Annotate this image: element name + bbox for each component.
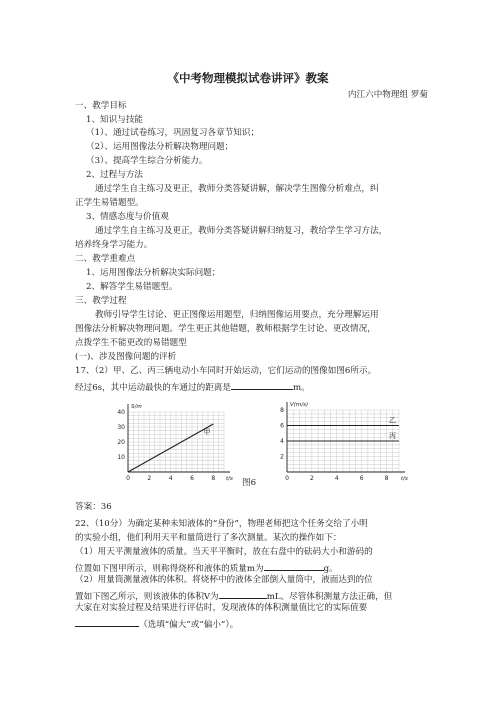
y-tick-label: 4: [280, 438, 284, 445]
body-line: 培养终身学习能力。: [75, 240, 153, 250]
question-22-line: （选填“偏大”或“偏小”）。: [75, 617, 238, 631]
evaluation-answer-blank: [75, 617, 139, 627]
answer-line: 答案：36: [75, 502, 112, 512]
x-tick-label: 4: [334, 475, 339, 482]
author-line: 内江六中物理组 罗菊: [347, 90, 428, 100]
section-heading: 二、教学重难点: [75, 254, 136, 264]
subheading: 1、知识与技能: [86, 115, 144, 125]
subheading: 3、情感态度与价值观: [86, 212, 169, 222]
document-title: 《中考物理模拟试卷讲评》教案: [167, 71, 329, 85]
volume-answer-blank: [219, 589, 267, 599]
body-line: （2）、运用图像法分析解决物理问题；: [86, 142, 234, 152]
body-line: 2、解答学生易错题型。: [86, 282, 178, 292]
y-tick-label: 30: [117, 424, 125, 431]
series-label: 甲: [203, 428, 211, 436]
x-axis-label: t/s: [401, 476, 408, 482]
body-line: （3）、提高学生综合分析能力。: [86, 156, 208, 166]
body-line: 通过学生自主练习及更正，教师分类答疑讲解，解决学生图像分析难点，纠: [95, 184, 379, 194]
series-label: 丙: [389, 432, 396, 440]
body-line: 图像法分析解决物理问题。学生更正其他错题，教师根据学生讨论、更改情况，: [75, 324, 376, 334]
y-tick-label: 20: [117, 439, 125, 446]
velocity-time-chart: [265, 394, 415, 484]
x-tick-label: 4: [168, 475, 173, 482]
answer-blank: [231, 380, 293, 390]
subheading: 2、过程与方法: [86, 170, 144, 180]
y-tick-label: 8: [280, 407, 284, 414]
y-axis-label: S/m: [131, 404, 142, 410]
body-line: （1）、通过试卷练习，巩固复习各章节知识；: [86, 128, 260, 138]
question-22-line: （1）用天平测量液体的质量。当天平平衡时，放在右盘中的砝码大小和游码的: [75, 547, 373, 557]
x-tick-label: 0: [126, 475, 130, 482]
question-22-line: 的实验小组，他们利用天平和量筒进行了多次测量。某次的操作如下：: [75, 533, 342, 543]
x-axis-label: t/s: [226, 476, 233, 482]
question-22-line: 置如下图乙所示，则该液体的体积V为 mL。尽管体积测量方法正确，但: [75, 589, 392, 603]
x-tick-label: 0: [285, 475, 289, 482]
question-22-line: （2）用量筒测量液体的体积。将烧杯中的液体全部倒入量筒中，液面达到的位: [75, 575, 373, 585]
x-tick-label: 2: [309, 475, 314, 482]
y-axis-label: V(m/s): [290, 402, 309, 408]
distance-time-chart: [104, 394, 244, 484]
y-tick-label: 2: [280, 453, 284, 461]
figure-caption: 图6: [242, 478, 257, 488]
x-tick-label: 8: [384, 475, 389, 482]
question-22-line: 22、（10分）为确定某种未知液体的“身份”，物理老师把这个任务交给了小明: [75, 519, 368, 529]
section-heading: 一、教学目标: [75, 101, 127, 111]
series-label: 乙: [389, 416, 396, 425]
body-line: 1、运用图像法分析解决实际问题；: [86, 268, 221, 278]
question-22-line: 大家在对实验过程及结果进行评估时，发现液体的体积测量值比它的实际值要: [75, 603, 368, 613]
question-17-line: 经过6s，其中运动最快的车通过的距离是 m。: [75, 380, 310, 394]
subsection-heading: (一)、涉及图像问题的评析: [75, 352, 177, 362]
x-tick-label: 6: [359, 475, 364, 482]
y-tick-label: 40: [117, 409, 125, 416]
question-22-line: 位置如下图甲所示，则称得烧杯和液体的质量m为 g。: [75, 561, 338, 575]
x-tick-label: 2: [147, 475, 152, 482]
body-line: 教师引导学生讨论、更正图像运用题型，归纳图像运用要点，充分理解运用: [95, 310, 379, 320]
mass-answer-blank: [264, 561, 324, 571]
body-line: 正学生易错题型。: [75, 198, 144, 208]
body-line: 通过学生自主练习及更正，教师分类答疑讲解归纳复习，教给学生学习方法，: [95, 226, 388, 236]
section-heading: 三、教学过程: [75, 296, 127, 306]
x-tick-label: 6: [190, 475, 194, 482]
y-tick-label: 10: [117, 454, 125, 461]
x-tick-label: 8: [211, 475, 216, 482]
question-17-line: 17、（2）甲、乙、丙三辆电动小车同时开始运动，它们运动的图像如图6所示。: [75, 366, 377, 376]
y-tick-label: 6: [280, 422, 284, 430]
body-line: 点拨学生不能更改的易错题型: [75, 338, 187, 348]
